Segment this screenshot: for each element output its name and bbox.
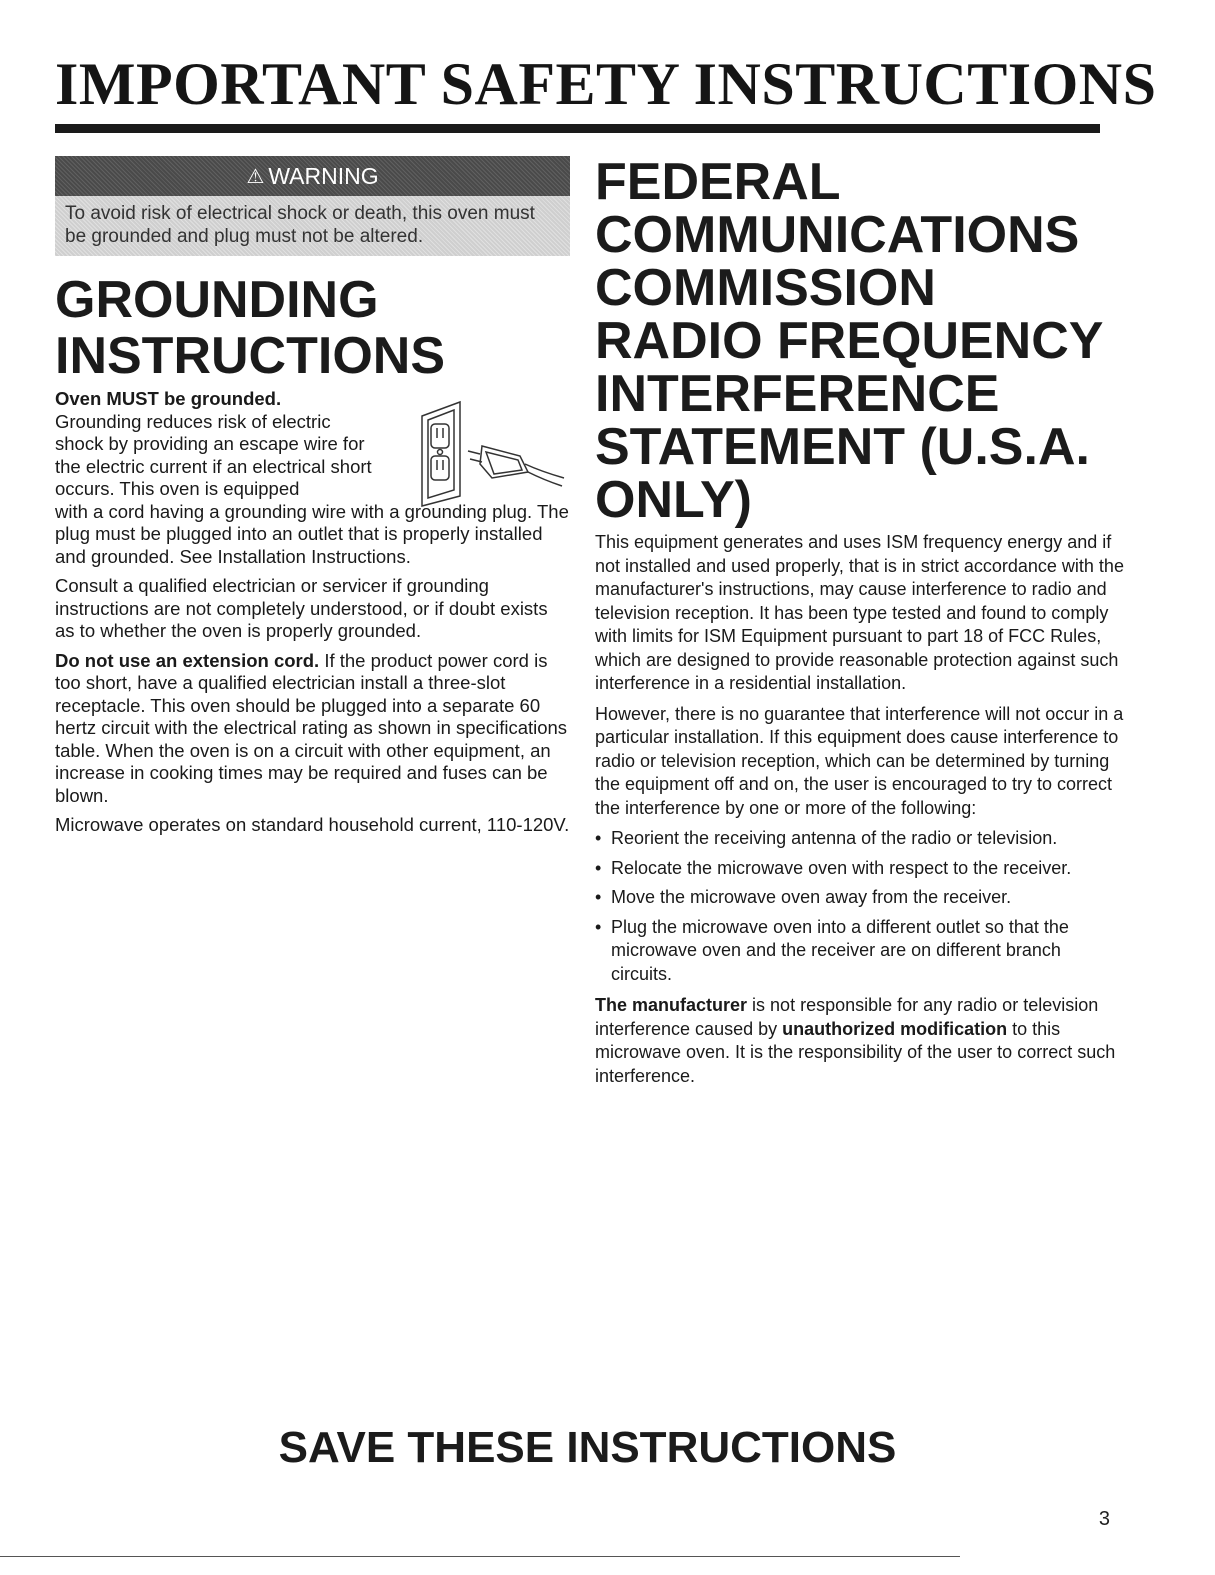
list-item <box>595 857 1125 881</box>
warning-triangle-icon: ⚠ <box>246 165 265 188</box>
warning-header <box>55 156 570 196</box>
bullet-icon: • <box>595 857 602 878</box>
closing-bold-modification: unauthorized modification <box>782 1018 1008 1039</box>
fcc-bullet-list <box>595 827 1125 986</box>
fcc-para1: This equipment generates and uses ISM frequency energy and if not installed and used properly, that is in strict accordance with the manufacturer's instructions, may cause interference to radio and television reception. It has been type tested and found to comply with limits for ISM Equipment pursuant to part 18 of FCC Rules, which are designed to provide reasonable protection against such interference in a residential installation. <box>595 532 1124 693</box>
bullet-icon: • <box>595 916 602 937</box>
page-number: 3 <box>1098 1508 1110 1530</box>
fcc-heading-line: INTERFERENCE <box>595 365 1000 423</box>
grounding-consult: Consult a qualified electrician or servicer if grounding instructions are not completely understood, or if doubt exists as to whether the oven is properly grounded. <box>55 575 548 641</box>
fcc-heading-line: COMMISSION <box>595 259 936 317</box>
list-item-text: Reorient the receiving antenna of the radio or television. <box>611 828 1058 848</box>
fcc-heading-line: FEDERAL <box>595 153 841 211</box>
closing-text1: is not responsible for any radio or television interference caused by <box>595 995 1099 1039</box>
list-item-text: Move the microwave oven away from the receiver. <box>611 887 1012 907</box>
page-title: IMPORTANT SAFETY INSTRUCTIONS <box>55 51 1157 117</box>
fcc-closing <box>595 994 1125 1088</box>
outlet-plug-icon <box>400 398 580 508</box>
list-item <box>595 886 1125 910</box>
save-instructions-footer: SAVE THESE INSTRUCTIONS <box>278 1423 897 1472</box>
closing-bold-manufacturer: The manufacturer <box>595 995 748 1015</box>
grounding-extension <box>55 650 570 808</box>
warning-box <box>55 156 570 256</box>
title-rule <box>55 124 1100 133</box>
grounding-intro <box>55 388 570 568</box>
list-item <box>595 916 1125 987</box>
warning-text: To avoid risk of electrical shock or death, this oven must be grounded and plug must not be altered. <box>65 203 535 247</box>
grounding-heading <box>55 272 570 384</box>
bullet-icon: • <box>595 828 602 848</box>
grounding-heading-line2: INSTRUCTIONS <box>55 327 445 385</box>
closing-text2: to this microwave oven. It is the responsibility of the user to correct such interference. <box>595 1018 1116 1086</box>
grounding-heading-line1: GROUNDING <box>55 271 379 329</box>
fcc-heading-line: RADIO FREQUENCY <box>595 312 1104 370</box>
grounding-intro-part2: with a cord having a grounding wire with a grounding plug. The plug must be plugged into an outlet that is properly installed and grounded. See Installation Instructions. <box>55 500 569 567</box>
fcc-para2: However, there is no guarantee that interference will not occur in a particular installation. If this equipment does cause interference to radio or television reception, which can be determined by turning the equipment off and on, the user is encouraged to try to correct the interference by one or more of the following: <box>595 703 1124 818</box>
bottom-rule <box>0 1556 960 1557</box>
bullet-icon: • <box>595 887 602 907</box>
list-item-text: Relocate the microwave oven with respect to the receiver. <box>611 857 1072 878</box>
list-item-text: Plug the microwave oven into a different outlet so that the microwave oven and the receiver are on different branch circuits. <box>611 916 1069 984</box>
grounding-current: Microwave operates on standard household current, 110-120V. <box>55 814 570 835</box>
fcc-heading-line: ONLY) <box>595 471 752 529</box>
fcc-heading-line: STATEMENT (U.S.A. <box>595 418 1090 476</box>
extension-rest: If the product power cord is too short, have a qualified electrician install a three-slot receptacle. This oven should be plugged into a separate 60 hertz circuit with the electrical rating as shown in specifications table. When the oven is on a circuit with other equipment, an increase in cooking times may be required and fuses can be blown. <box>55 649 568 806</box>
right-column <box>595 153 1125 1095</box>
grounding-lead: Oven MUST be grounded. <box>55 388 282 409</box>
list-item <box>595 827 1125 851</box>
left-column <box>55 156 570 844</box>
extension-bold: Do not use an extension cord. <box>55 649 320 671</box>
warning-label: WARNING <box>268 162 379 189</box>
fcc-heading-line: COMMUNICATIONS <box>595 206 1080 264</box>
fcc-heading <box>595 153 1125 529</box>
grounding-intro-part1: Grounding reduces risk of electric shock by providing an escape wire for the electric current if an electrical short occurs. This oven is equipped <box>55 410 372 499</box>
